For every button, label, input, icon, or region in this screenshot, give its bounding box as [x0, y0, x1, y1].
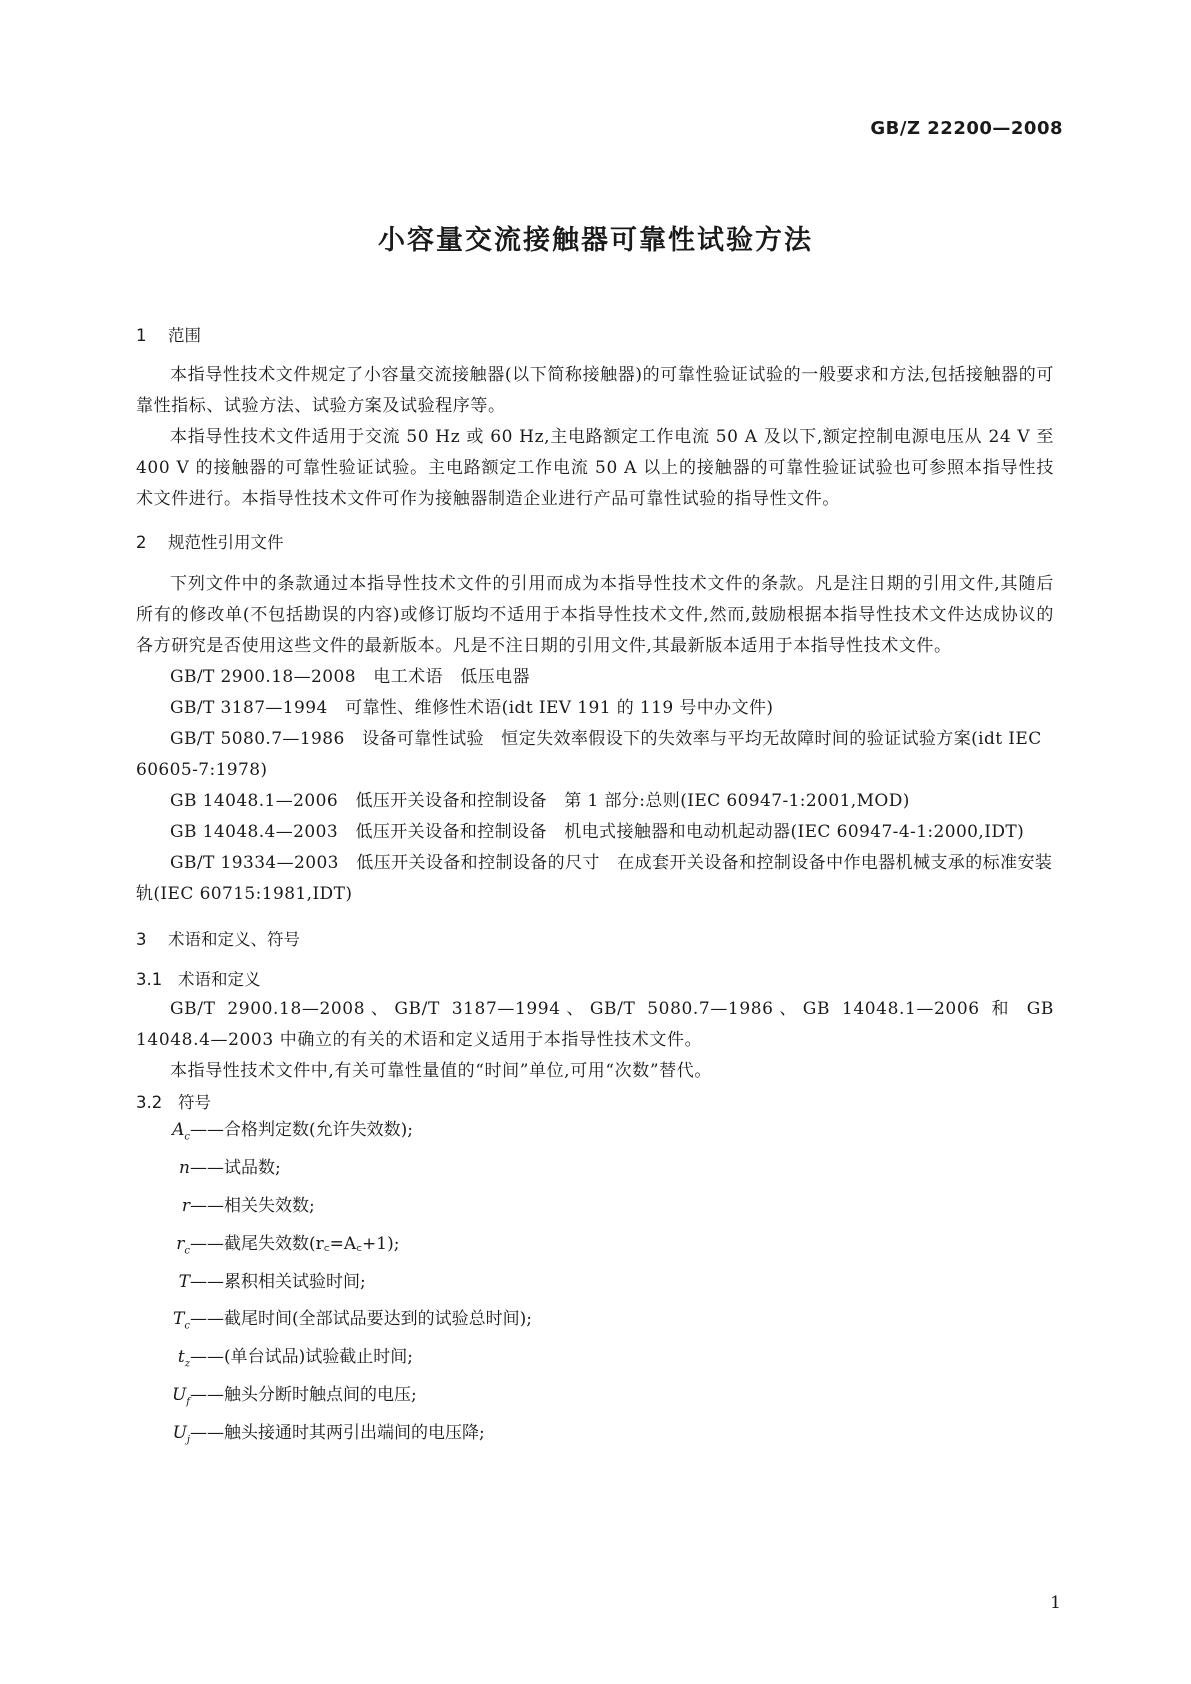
section-title: 范围 — [168, 326, 201, 345]
symbol-item — [136, 1229, 1054, 1267]
symbol-description: ——相关失效数; — [190, 1195, 315, 1216]
paragraph: 下列文件中的条款通过本指导性技术文件的引用而成为本指导性技术文件的条款。凡是注日期的引用文件,其随后所有的修改单(不包括勘误的内容)或修订版均不适用于本指导性技术文件,然而,鼓励根据本指导性技术文件达成协议的各方研究是否使用这些文件的最新版本。凡是不注日期的引用文件,其最新版本适用于本指导性技术文件。 — [136, 574, 1054, 656]
reference-item: GB/T 3187—1994 可靠性、维修性术语(idt IEV 191 的 119 号中办文件) — [170, 698, 774, 718]
section-title: 规范性引用文件 — [168, 533, 284, 552]
symbol-list — [136, 1115, 1054, 1456]
symbol-item — [136, 1153, 1054, 1191]
paragraph: 本指导性技术文件规定了小容量交流接触器(以下简称接触器)的可靠性验证试验的一般要求和方法,包括接触器的可靠性指标、试验方法、试验方案及试验程序等。 — [136, 365, 1054, 416]
symbol: $T_c$ — [173, 1309, 190, 1332]
symbol: T — [178, 1271, 190, 1292]
reference-item: GB/T 5080.7—1986 设备可靠性试验 恒定失效率假设下的失效率与平均无故障时间的验证试验方案(idt IEC 60605-7:1978) — [136, 729, 1042, 780]
section-3-heading — [136, 926, 1054, 950]
symbol: $U_f$ — [171, 1385, 190, 1408]
symbol: $U_j$ — [172, 1423, 190, 1446]
section-number: 1 — [136, 326, 147, 345]
document-body — [136, 322, 1054, 1456]
reference-item: GB/T 19334—2003 低压开关设备和控制设备的尺寸 在成套开关设备和控制设备中作电器机械支承的标准安装轨(IEC 60715:1981,IDT) — [136, 853, 1053, 904]
symbol-description: ——截尾失效数(r꜀=A꜀+1); — [190, 1233, 400, 1254]
section-1-heading — [136, 322, 1054, 346]
section-number: 3 — [136, 930, 147, 949]
reference-item: GB 14048.1—2006 低压开关设备和控制设备 第 1 部分:总则(IEC 60947-1:2001,MOD) — [170, 791, 910, 811]
symbol-description: ——(单台试品)试验截止时间; — [190, 1347, 413, 1368]
symbol-item — [136, 1115, 1054, 1153]
page-number: 1 — [1050, 1593, 1061, 1613]
subsection-number: 3.2 — [136, 1093, 163, 1112]
symbol-description: ——合格判定数(允许失效数); — [190, 1120, 413, 1140]
standard-code: GB/Z 22200—2008 — [870, 118, 1063, 139]
paragraph: 本指导性技术文件中,有关可靠性量值的“时间”单位,可用“次数”替代。 — [170, 1061, 712, 1081]
paragraph: GB/T 2900.18—2008、GB/T 3187—1994、GB/T 5080.7—1986、GB 14048.1—2006 和 GB 14048.4—2003 中确立的有关的术语和定义适用于本指导性技术文件。 — [136, 999, 1054, 1050]
symbol-description: ——累积相关试验时间; — [190, 1271, 366, 1292]
symbol: r — [181, 1195, 190, 1216]
symbol: $t_z$ — [177, 1347, 190, 1370]
section-2-heading — [136, 529, 1054, 553]
section-title: 术语和定义、符号 — [168, 930, 300, 949]
subsection-title: 术语和定义 — [178, 970, 261, 989]
symbol-item — [136, 1267, 1054, 1305]
symbol: n — [179, 1157, 190, 1178]
document-title: 小容量交流接触器可靠性试验方法 — [378, 225, 813, 256]
symbol-description: ——截尾时间(全部试品要达到的试验总时间); — [190, 1309, 532, 1330]
symbol-description: ——触头接通时其两引出端间的电压降; — [190, 1423, 485, 1444]
paragraph: 本指导性技术文件适用于交流 50 Hz 或 60 Hz,主电路额定工作电流 50 A 及以下,额定控制电源电压从 24 V 至 400 V 的接触器的可靠性验证试验。主电路额定工作电流 50 A 以上的接触器的可靠性验证试验也可参照本指导性技术文件进行。本指导性技术文件可作为接触器制造企业进行产品可靠性试验的指导性文件。 — [136, 427, 1054, 509]
symbol-description: ——触头分断时触点间的电压; — [190, 1385, 417, 1406]
symbol-item — [136, 1304, 1054, 1342]
subsection-3-2-heading — [136, 1089, 1054, 1113]
subsection-title: 符号 — [178, 1093, 211, 1112]
symbol-item — [136, 1418, 1054, 1456]
symbol-item — [136, 1191, 1054, 1229]
symbol-description: ——试品数; — [190, 1157, 281, 1178]
symbol: $r_c$ — [176, 1233, 190, 1257]
subsection-number: 3.1 — [136, 970, 163, 989]
section-number: 2 — [136, 533, 147, 552]
symbol-item — [136, 1342, 1054, 1380]
reference-item: GB 14048.4—2003 低压开关设备和控制设备 机电式接触器和电动机起动器(IEC 60947-4-1:2000,IDT) — [170, 822, 1025, 842]
symbol: $A_c$ — [172, 1120, 190, 1143]
subsection-3-1-heading — [136, 966, 1054, 990]
symbol-item — [136, 1380, 1054, 1418]
reference-item: GB/T 2900.18—2008 电工术语 低压电器 — [170, 667, 530, 687]
